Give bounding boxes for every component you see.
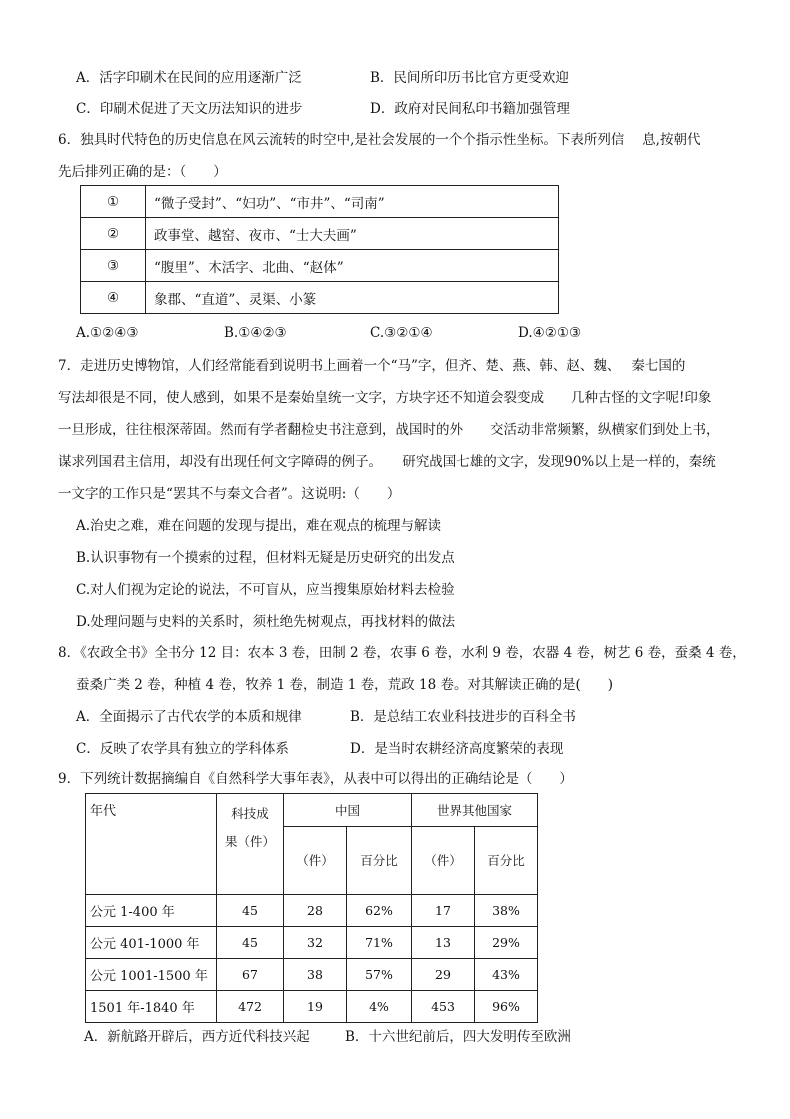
q7-option-a: A.治史之难，难在问题的发现与提出，难在观点的梳理与解读 <box>76 518 442 534</box>
q5-option-b: B．民间所印历书比官方更受欢迎 <box>370 70 569 86</box>
q9-row-china-pct: 62% <box>347 895 412 927</box>
q7-stem-line4: 谋求列国君主信用，却没有出现任何文字障碍的例子。 研究战国七雄的文字，发现90%以上是一样的，秦统 <box>58 454 716 470</box>
q7-option-d: D.处理问题与史料的关系时，须杜绝先树观点，再找材料的做法 <box>76 614 456 630</box>
q9-row-world-count: 13 <box>412 927 475 959</box>
q9-row-china-pct: 71% <box>347 927 412 959</box>
q9-header-world: 世界其他国家 <box>412 794 538 827</box>
q9-row-china-pct: 4% <box>347 991 412 1023</box>
q9-header-achievements <box>217 794 284 895</box>
q8-stem-line2: 蚕桑广类 2 卷，种植 4 卷，牧养 1 卷，制造 1 卷，荒政 18 卷。对其解读正确的是( ) <box>76 677 613 693</box>
q6-stem-line2: 先后排列正确的是：（ ） <box>58 164 227 180</box>
q9-header-achieve-line2: 果（件） <box>224 834 275 849</box>
q9-row-world-pct: 96% <box>475 991 538 1023</box>
q9-row-world-count: 17 <box>412 895 475 927</box>
q9-row-china-count: 32 <box>284 927 347 959</box>
q6-row-text: 象郡、“直道”、灵渠、小篆 <box>146 282 559 314</box>
table-row <box>81 282 559 314</box>
q9-row-era: 公元 1001-1500 年 <box>86 959 217 991</box>
table-header-row <box>86 794 538 827</box>
q8-option-c: C．反映了农学具有独立的学科体系 <box>76 741 289 757</box>
q8-option-a: A．全面揭示了古代农学的本质和规律 <box>76 709 302 725</box>
table-row <box>81 186 559 218</box>
q8-stem-line1: 8．《农政全书》全书分 12 目：农本 3 卷，田制 2 卷，农事 6 卷，水利 9 卷，农器 4 卷，树艺 6 卷，蚕桑 4 卷， <box>58 645 746 661</box>
q9-row-era: 公元 401-1000 年 <box>86 927 217 959</box>
q9-header-achieve-line1: 科技成 <box>231 806 269 821</box>
q8-option-d: D．是当时农耕经济高度繁荣的表现 <box>350 741 564 757</box>
table-row <box>81 218 559 250</box>
q6-row-num: ③ <box>81 250 146 282</box>
q9-row-china-pct: 57% <box>347 959 412 991</box>
q9-header-world-pct: 百分比 <box>475 826 538 894</box>
q9-stats-table <box>85 793 538 1023</box>
q9-header-era: 年代 <box>86 794 217 895</box>
q9-row-world-pct: 29% <box>475 927 538 959</box>
table-row <box>86 895 538 927</box>
q7-stem-line2: 写法却很是不同，使人感到，如果不是秦始皇统一文字，方块字还不知道会裂变成 几种古怪的文字呢!印象 <box>58 390 712 406</box>
q9-row-world-pct: 43% <box>475 959 538 991</box>
q9-header-china: 中国 <box>284 794 412 827</box>
q9-row-total: 45 <box>217 895 284 927</box>
q6-option-c: C.③②①④ <box>370 325 433 341</box>
q9-row-china-count: 28 <box>284 895 347 927</box>
q9-stem: 9．下列统计数据摘编自《自然科学大事年表》，从表中可以得出的正确结论是（ ） <box>58 771 573 787</box>
q9-row-era: 公元 1-400 年 <box>86 895 217 927</box>
q9-row-world-count: 453 <box>412 991 475 1023</box>
q7-stem-line5: 一文字的工作只是“罢其不与秦文合者”。这说明:（ ） <box>58 486 401 502</box>
q9-header-china-pct: 百分比 <box>347 826 412 894</box>
q9-row-total: 45 <box>217 927 284 959</box>
table-row <box>86 991 538 1023</box>
q7-stem-line3: 一旦形成，往往根深蒂固。然而有学者翻检史书注意到，战国时的外 交活动非常频繁，纵横家们到处上书， <box>58 422 720 438</box>
q5-option-a: A．活字印刷术在民间的应用逐渐广泛 <box>76 70 302 86</box>
table-row <box>81 250 559 282</box>
q9-header-china-count: （件） <box>284 826 347 894</box>
q6-option-a: A.①②④③ <box>76 325 139 341</box>
table-row <box>86 959 538 991</box>
q6-row-text: 政事堂、越窑、夜市、“士大夫画” <box>146 218 559 250</box>
q6-option-b: B.①④②③ <box>224 325 287 341</box>
q9-option-b: B．十六世纪前后，四大发明传至欧洲 <box>345 1029 571 1045</box>
q9-row-china-count: 38 <box>284 959 347 991</box>
q5-option-d: D．政府对民间私印书籍加强管理 <box>370 101 570 117</box>
q8-option-b: B．是总结工农业科技进步的百科全书 <box>350 709 576 725</box>
q6-row-text: “腹里”、木活字、北曲、“赵体” <box>146 250 559 282</box>
q9-header-world-count: （件） <box>412 826 475 894</box>
q9-row-china-count: 19 <box>284 991 347 1023</box>
q9-row-total: 472 <box>217 991 284 1023</box>
q7-option-b: B.认识事物有一个摸索的过程，但材料无疑是历史研究的出发点 <box>76 550 455 566</box>
q6-row-text: “微子受封”、“妇功”、“市井”、“司南” <box>146 186 559 218</box>
q5-option-c: C．印刷术促进了天文历法知识的进步 <box>76 101 303 117</box>
q6-row-num: ④ <box>81 282 146 314</box>
table-row <box>86 927 538 959</box>
q9-option-a: A．新航路开辟后，西方近代科技兴起 <box>84 1029 310 1045</box>
q9-row-total: 67 <box>217 959 284 991</box>
q7-option-c: C.对人们视为定论的说法，不可盲从，应当搜集原始材料去检验 <box>76 582 455 598</box>
q6-row-num: ① <box>81 186 146 218</box>
q9-row-world-count: 29 <box>412 959 475 991</box>
q6-stem-line1: 6．独具时代特色的历史信息在风云流转的时空中,是社会发展的一个个指示性坐标。下表所列信 息,按朝代 <box>58 132 701 148</box>
q9-row-era: 1501 年-1840 年 <box>86 991 217 1023</box>
q9-row-world-pct: 38% <box>475 895 538 927</box>
q6-option-d: D.④②①③ <box>518 325 582 341</box>
q6-table <box>80 185 559 314</box>
q7-stem-line1: 7．走进历史博物馆，人们经常能看到说明书上画着一个“马”字，但齐、楚、燕、韩、赵、魏、 秦七国的 <box>58 358 686 374</box>
q6-row-num: ② <box>81 218 146 250</box>
